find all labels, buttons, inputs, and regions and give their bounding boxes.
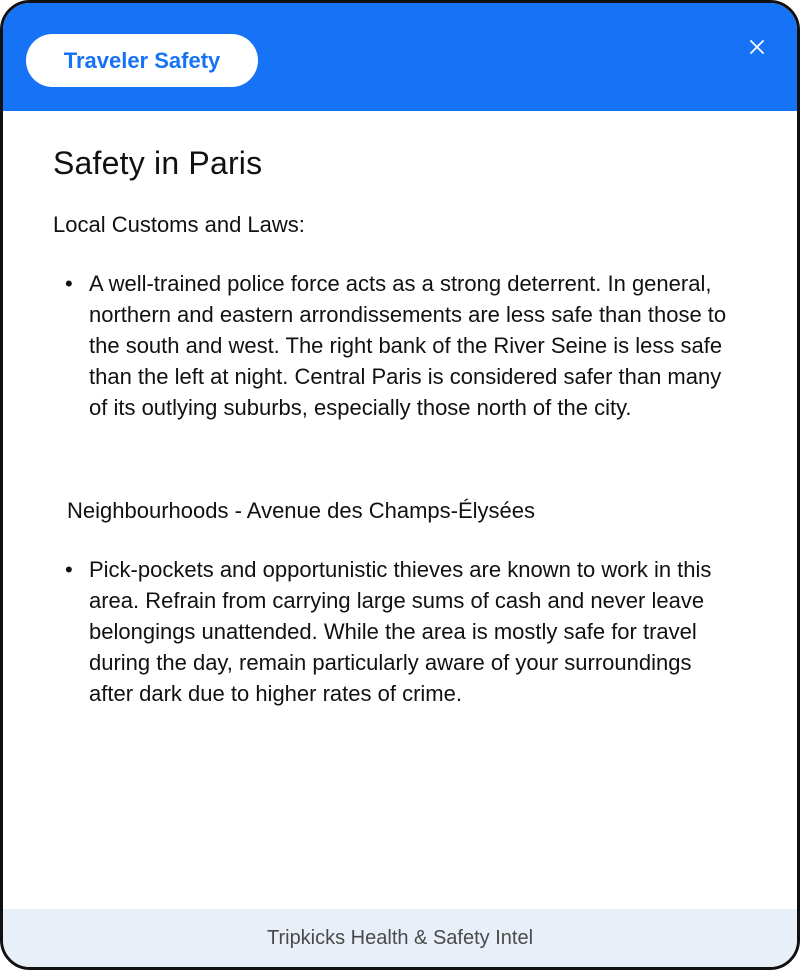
list-item-neighbourhoods	[65, 554, 745, 709]
page-title: Safety in Paris	[53, 145, 263, 181]
section-heading-neighbourhoods: Neighbourhoods - Avenue des Champs-Élysées	[67, 498, 535, 523]
list-item-customs	[65, 268, 745, 423]
bullet-icon: •	[65, 271, 73, 296]
footer-text: Tripkicks Health & Safety Intel	[266, 926, 534, 949]
close-icon[interactable]	[745, 35, 769, 59]
list-item-text: Pick-pockets and opportunistic thieves are known to work in this area. Refrain from carrying large sums of cash and never leave belongings unattended. While the area is mostly safe for travel during the day, remain particularly aware of your surroundings after dark due to higher rates of crime.	[89, 557, 712, 706]
card-header	[3, 3, 797, 111]
section-heading-customs: Local Customs and Laws:	[53, 212, 305, 237]
footer-bar	[3, 909, 797, 967]
list-item-text: A well-trained police force acts as a strong deterrent. In general, northern and eastern arrondissements are less safe than those to the south and west. The right bank of the River Seine is less safe than the left at night. Central Paris is considered safer than many of its outlying suburbs, especially those north of the city.	[89, 271, 727, 420]
bullet-icon: •	[65, 557, 73, 582]
traveler-safety-badge[interactable]: Traveler Safety	[26, 34, 258, 87]
